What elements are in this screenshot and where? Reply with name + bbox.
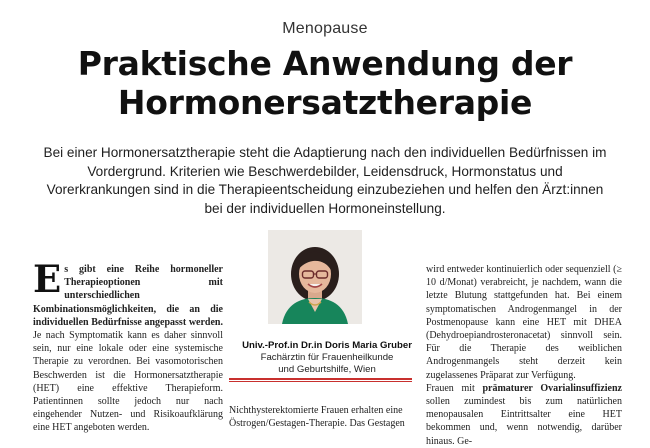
author-portrait: [268, 230, 362, 324]
author-photo-illustration: [268, 230, 362, 324]
author-divider-thick: [229, 378, 412, 380]
drop-cap: E: [33, 257, 62, 301]
right-column-paragraph-1: wird entweder kontinuierlich oder sequenziell (≥ 10 d/Monat) verabreicht, je nachdem, wann die letzte Blutung stattgefunden hat. Bei einem symptomatischen Androgenmangel in der Postmenopause kann eine HET mit DHEA (Dehydroepiandrosteronacetat) sinnvoll sein. Für die Therapie des weiblichen Androgenmangels steht derzeit kein zugelassenes Präparat zur Verfügung.: [426, 264, 622, 381]
right-column-para2-rest: sollen zumindest bis zum natürlichen menopausalen Eintrittsalter eine HET bekommen und, wenn notwendig, darüber hinaus. Ge-: [426, 396, 622, 447]
right-column-para2-lead: Frauen mit: [426, 382, 483, 394]
author-divider-thin: [229, 381, 412, 382]
middle-column: Nichthysterektomierte Frauen erhalten eine Östrogen/Gestagen-Therapie. Das Gestagen: [229, 405, 405, 430]
author-role: [232, 352, 422, 375]
right-column: [426, 263, 622, 448]
article-lead: Bei einer Hormonersatztherapie steht die Adaptierung nach den individuellen Bedürfnissen im Vordergrund. Kriterien wie Beschwerdebilder, Leidensdruck, Hormonstatus und Vorerkrankungen sind in die Therapieentscheidung einzubeziehen und helfen den Ärzt:innen bei der individuellen Hormoneinstellung.: [43, 145, 607, 216]
headline-line-2: Hormonersatztherapie: [117, 83, 533, 122]
author-role-line-2: und Geburtshilfe, Wien: [278, 363, 376, 375]
article-headline: [0, 44, 650, 122]
author-name: Univ.-Prof.in Dr.in Doris Maria Gruber: [242, 340, 412, 351]
right-column-paragraph-2: [426, 382, 622, 448]
author-role-line-1: Fachärztin für Frauenheilkunde: [260, 352, 394, 363]
left-column: [33, 257, 223, 435]
headline-line-1: Praktische Anwendung der: [77, 44, 573, 83]
left-column-body: Je nach Symptomatik kann es daher sinnvoll sein, nur eine lokale oder eine systemische Therapie zu verordnen. Bei vasomotorischen Beschwerden ist die Hormonersatztherapie (HET) eine effektive Therapieform. Patientinnen sollte jedoch nur nach eingehender Nutzen- und Risikoaufklärung eine HET angeboten werden.: [33, 330, 223, 434]
left-column-bold-intro: s gibt eine Reihe hormoneller Therapieoptionen mit unterschiedlichen Kombinationsmöglichkeiten, die an die individuellen Bedürfnisse angepasst werden.: [33, 264, 223, 328]
right-column-para2-bold: prämaturer Ovarialinsuffizienz: [482, 382, 622, 394]
article-kicker: Menopause: [282, 20, 368, 37]
